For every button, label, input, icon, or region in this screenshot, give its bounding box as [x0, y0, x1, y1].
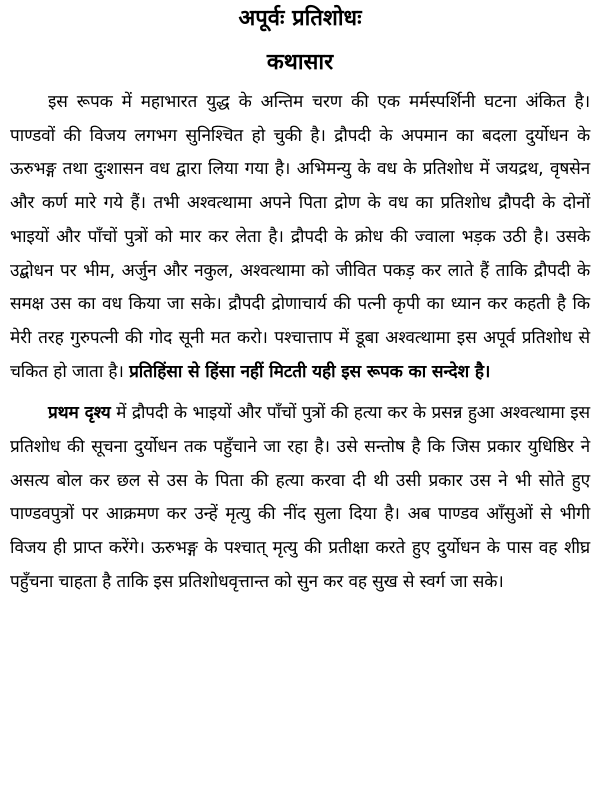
paragraph-first-scene	[10, 397, 590, 599]
section-heading: कथासार	[266, 50, 334, 75]
document-title: अपूर्वः प्रतिशोधः	[238, 6, 362, 31]
paragraph-summary	[10, 86, 590, 389]
paragraph-summary-text: इस रूपक में महाभारत युद्ध के अन्तिम चरण की एक मर्मस्पर्शिनी घटना अंकित है। पाण्डवों की विजय लगभग सुनिश्चित हो चुकी है। द्रौपदी के अपमान का बदला दुर्योधन के ऊरुभङ्ग तथा दुःशासन वध द्वारा लिया गया है। अभिमन्यु के वध के प्रतिशोध में जयद्रथ, वृषसेन और कर्ण मारे गये हैं। तभी अश्वत्थामा अपने पिता द्रोण के वध का प्रतिशोध द्रौपदी के दोनों भाइयों और पाँचों पुत्रों को मार कर लेता है। द्रौपदी के क्रोध की ज्वाला भड़क उठी है। उसके उद्बोधन पर भीम, अर्जुन और नकुल, अश्वत्थामा को जीवित पकड़ कर लाते हैं ताकि द्रौपदी के समक्ष उस का वध किया जा सके। द्रौपदी द्रोणाचार्य की पत्नी कृपी का ध्यान कर कहती है कि मेरी तरह गुरुपत्नी की गोद सूनी मत करो। पश्चात्ताप में डूबा अश्वत्थामा इस अपूर्व प्रतिशोध से चकित हो जाता है।	[10, 92, 590, 382]
first-scene-lead: प्रथम दृश्य	[48, 403, 111, 424]
first-scene-text: में द्रौपदी के भाइयों और पाँचों पुत्रों की हत्या कर के प्रसन्न हुआ अश्वत्थामा इस प्रतिशोध की सूचना दुर्योधन तक पहुँचाने जा रहा है। उसे सन्तोष है कि जिस प्रकार युधिष्ठिर ने असत्य बोल कर छल से उस के पिता की हत्या करवा दी थी उसी प्रकार उस ने भी सोते हुए पाण्डवपुत्रों पर आक्रमण कर उन्हें मृत्यु की नींद सुला दिया है। अब पाण्डव आँसुओं से भीगी विजय ही प्राप्त करेंगे। ऊरुभङ्ग के पश्चात् मृत्यु की प्रतीक्षा करते हुए दुर्योधन के पास वह शीघ्र पहुँचना चाहता है ताकि इस प्रतिशोधवृत्तान्त को सुन कर वह सुख से स्वर्ग जा सके।	[10, 403, 591, 592]
paragraph-summary-message: प्रतिहिंसा से हिंसा नहीं मिटती यही इस रूपक का सन्देश है।	[129, 361, 491, 382]
